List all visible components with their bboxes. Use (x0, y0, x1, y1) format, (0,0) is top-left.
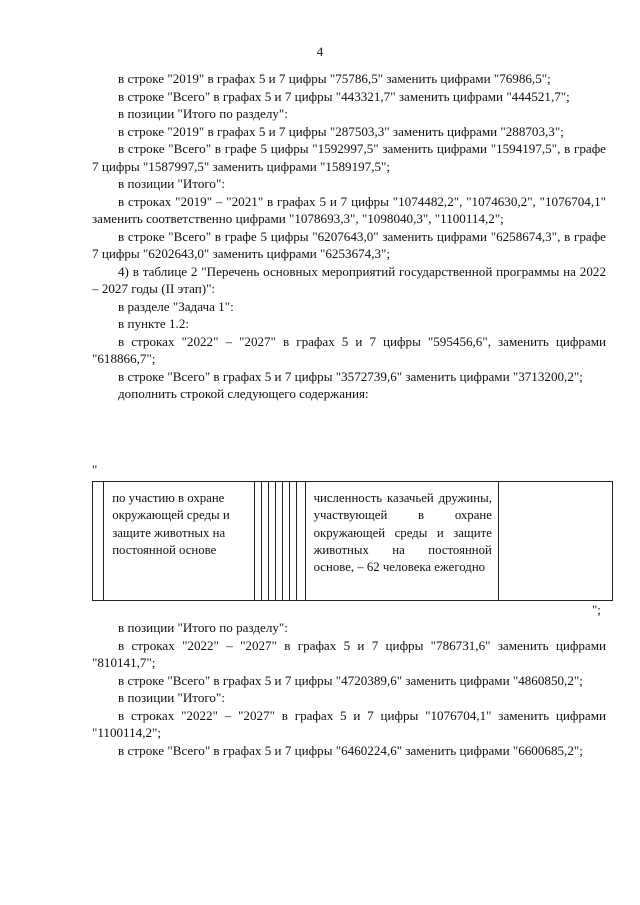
table-cell-4 (261, 482, 268, 601)
table-cell-activity (104, 482, 255, 601)
table-cell-5 (269, 482, 276, 601)
indicator-text: численность казачьей дружины, участвующей в охране окружающей среды и защите животных на постоянной основе, – 62 человека ежегодно (313, 491, 492, 575)
table-cell-indicator (305, 482, 498, 601)
paragraph-5: в строке "Всего" в графе 5 цифры "1592997,5" заменить цифрами "1594197,5", в графе 7 цифры "1587997,5" заменить цифрами "1589197,5"; (92, 141, 606, 174)
table-cell-3 (254, 482, 261, 601)
amendments-block-2 (92, 619, 606, 759)
table-cell-8 (290, 482, 297, 601)
paragraph-19: в строках "2022" – "2027" в графах 5 и 7 цифры "1076704,1" заменить цифрами "1100114,2"; (92, 707, 606, 740)
table-cell-7 (283, 482, 290, 601)
paragraph-18: в позиции "Итого": (118, 690, 225, 705)
paragraph-10: в разделе "Задача 1": (118, 298, 234, 314)
table-cell-9 (297, 482, 305, 601)
paragraph-20: в строке "Всего" в графах 5 и 7 цифры "6460224,6" заменить цифрами "6600685,2"; (118, 742, 583, 758)
paragraph-13: в строке "Всего" в графах 5 и 7 цифры "3572739,6" заменить цифрами "3713200,2"; (118, 368, 583, 384)
paragraph-3: в позиции "Итого по разделу": (118, 106, 288, 121)
paragraph-2: в строке "Всего" в графах 5 и 7 цифры "443321,7" заменить цифрами "444521,7"; (118, 88, 570, 104)
paragraph-9: 4) в таблице 2 "Перечень основных мероприятий государственной программы на 2022 – 2027 годы (II этап)": (92, 263, 606, 296)
paragraph-14: дополнить строкой следующего содержания: (118, 386, 369, 401)
opening-quote: " (92, 462, 98, 477)
table-row (93, 482, 613, 601)
amendments-block-1 (92, 70, 606, 403)
paragraph-8: в строке "Всего" в графе 5 цифры "6207643,0" заменить цифрами "6258674,3", в графе 7 цифры "6202643,0" заменить цифрами "6253674,3"; (92, 228, 606, 261)
paragraph-12: в строках "2022" – "2027" в графах 5 и 7 цифры "595456,6", заменить цифрами "618866,7"; (92, 333, 606, 366)
paragraph-15: в позиции "Итого по разделу": (118, 620, 288, 635)
inserted-table-row (92, 481, 613, 601)
table-cell-1 (93, 482, 104, 601)
paragraph-4: в строке "2019" в графах 5 и 7 цифры "287503,3" заменить цифрами "288703,3"; (118, 123, 564, 139)
page-number: 4 (316, 44, 324, 59)
paragraph-6: в позиции "Итого": (118, 176, 225, 191)
paragraph-17: в строке "Всего" в графах 5 и 7 цифры "4720389,6" заменить цифрами "4860850,2"; (118, 672, 583, 688)
paragraph-1: в строке "2019" в графах 5 и 7 цифры "75786,5" заменить цифрами "76986,5"; (118, 71, 551, 86)
table-cell-11 (498, 482, 612, 601)
closing-quote: "; (592, 602, 601, 617)
activity-text: по участию в охране окружающей среды и защите животных на постоянной основе (112, 491, 230, 557)
table-cell-6 (276, 482, 283, 601)
paragraph-7: в строках "2019" – "2021" в графах 5 и 7 цифры "1074482,2", "1074630,2", "1076704,1" заменить соответственно цифрами "1078693,3", "1098040,3", "1100114,2"; (92, 193, 606, 226)
paragraph-16: в строках "2022" – "2027" в графах 5 и 7 цифры "786731,6" заменить цифрами "810141,7"; (92, 637, 606, 670)
paragraph-11: в пункте 1.2: (118, 316, 190, 331)
